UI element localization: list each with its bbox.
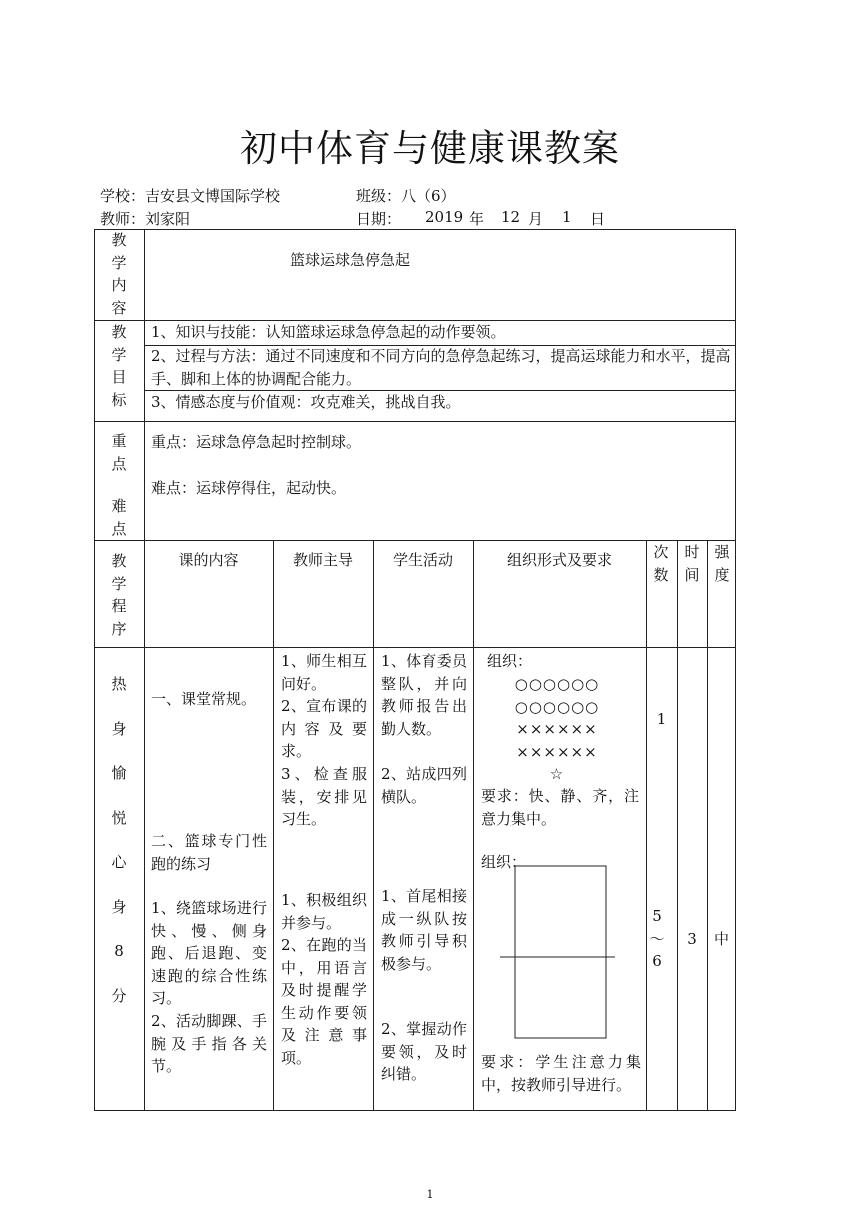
formation-diagram <box>473 673 641 786</box>
student-step: 1、体育委员整队，并向教师报告出勤人数。 <box>381 652 467 738</box>
teacher-step: 2、宣布课的内容及要求。 <box>281 697 367 760</box>
date-month-unit: 月 <box>528 210 544 228</box>
column-divider <box>373 540 374 1111</box>
row-divider <box>94 647 736 648</box>
student-step: 1、首尾相接成一纵队按教师引导积极参与。 <box>381 887 467 973</box>
difficulty-text: 难点：运球停得住，起动快。 <box>151 479 347 497</box>
count-header: 次 数 <box>653 543 669 584</box>
formation-row: ○○○○○○ <box>514 675 600 693</box>
time-value: 3 <box>687 930 697 948</box>
class-field: 班级：八（6） <box>356 187 456 205</box>
content-routine: 一、课堂常规。 <box>151 690 257 708</box>
school-field: 学校：吉安县文博国际学校 <box>100 187 281 205</box>
formation-row: ×××××× <box>516 720 598 738</box>
column-divider <box>707 540 708 1111</box>
date-day-unit: 日 <box>590 210 606 228</box>
objective-item: 2、过程与方法：通过不同速度和不同方向的急停急起练习，提高运球能力和水平，提高手、脚和上体的协调配合能力。 <box>151 347 731 388</box>
difficulty-label: 难 点 <box>111 497 127 538</box>
procedure-label: 教 学 程 序 <box>111 552 127 638</box>
column-divider <box>677 540 678 1111</box>
objective-item: 3、情感态度与价值观：攻克难关，挑战自我。 <box>151 393 461 411</box>
teacher-star-icon: ☆ <box>549 765 565 783</box>
student-step: 2、站成四列横队。 <box>381 765 467 806</box>
time-header: 时 间 <box>684 543 700 584</box>
date-year: 2019 <box>425 208 464 226</box>
intensity-value: 中 <box>713 930 729 948</box>
label-column-divider <box>144 229 145 1111</box>
warmup-label: 热 身 愉 悦 心 身 8 分 <box>111 675 127 1005</box>
objectives-label: 教 学 目 标 <box>111 323 127 409</box>
requirement-text: 要求：快、静、齐，注意力集中。 <box>481 787 639 828</box>
content-court-run: 1、绕篮球场进行快、慢、侧身跑、后退跑、变速跑的综合性练习。 <box>151 899 267 1007</box>
column-divider <box>273 540 274 1111</box>
count-running: 5 ～ 6 <box>649 907 665 970</box>
formation-row: ×××××× <box>516 742 598 761</box>
column-header: 课的内容 <box>178 551 239 569</box>
key-point-text: 重点：运球急停急起时控制球。 <box>151 433 362 451</box>
row-divider <box>94 421 736 422</box>
content-text: 篮球运球急停急起 <box>290 251 411 269</box>
organization-label: 组织： <box>487 652 533 670</box>
teacher-step: 3、检查服装，安排见习生。 <box>281 765 367 828</box>
content-running: 二、篮球专门性跑的练习 <box>151 832 267 873</box>
organization-label: 组织： <box>481 853 527 871</box>
date-year-unit: 年 <box>469 210 485 228</box>
objective-item: 1、知识与技能：认知篮球运球急停急起的动作要领。 <box>151 323 506 341</box>
requirement-text: 要求：学生注意力集中，按教师引导进行。 <box>481 1053 641 1094</box>
date-month: 12 <box>501 208 521 226</box>
content-label: 教 学 内 容 <box>111 231 127 317</box>
row-divider <box>94 540 736 541</box>
key-points-label: 重 点 <box>111 432 127 473</box>
teacher-step: 1、师生相互问好。 <box>281 652 367 693</box>
date-label: 日期： <box>356 210 402 228</box>
formation-row: ○○○○○○ <box>514 697 600 716</box>
page-number: 1 <box>426 1188 434 1201</box>
content-joints: 2、活动脚踝、手腕及手指各关节。 <box>151 1012 267 1075</box>
intensity-header: 强 度 <box>714 543 730 584</box>
teacher-step: 1、积极组织并参与。 <box>281 891 367 932</box>
date-day: 1 <box>562 208 572 226</box>
student-step: 2、掌握动作要领，及时纠错。 <box>381 1020 467 1083</box>
column-header: 组织形式及要求 <box>506 551 612 569</box>
teacher-step: 2、在跑的当中，用语言及时提醒学生动作要领及注意事项。 <box>281 936 367 1067</box>
court-diagram <box>495 860 620 1045</box>
lesson-title: 初中体育与健康课教案 <box>240 127 620 170</box>
column-divider <box>473 540 474 1111</box>
column-header: 教师主导 <box>292 551 353 569</box>
column-divider <box>646 540 647 1111</box>
court-outline <box>515 866 606 1038</box>
column-header: 学生活动 <box>392 551 453 569</box>
count-routine: 1 <box>656 710 667 728</box>
teacher-field: 教师：刘家阳 <box>100 210 191 228</box>
